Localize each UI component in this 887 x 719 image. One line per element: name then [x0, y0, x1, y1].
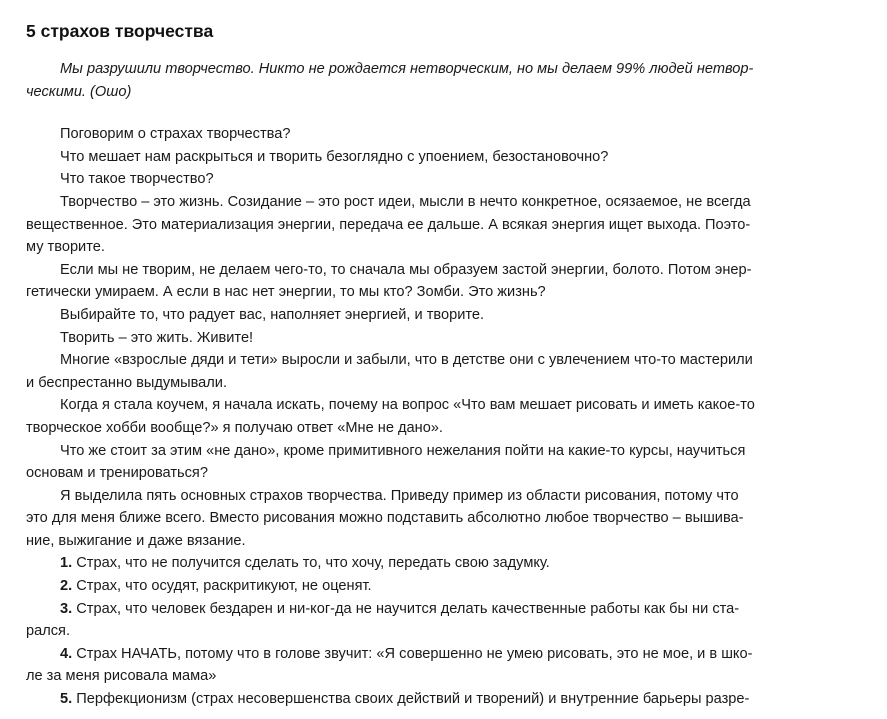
list-item-number: 2. — [60, 578, 73, 595]
paragraph-line: вещественное. Это материализация энергии, передача ее дальше. А всякая энергия ищет выхода. Поэто- — [26, 216, 751, 233]
list-item-line — [26, 575, 826, 598]
list-item-line — [26, 552, 826, 575]
list-item-number: 5. — [60, 691, 73, 708]
article-body — [26, 123, 826, 710]
list-item-line — [26, 598, 826, 621]
list-item — [26, 598, 826, 643]
paragraph-line: и беспрестанно выдумывали. — [26, 374, 228, 391]
paragraph-line: основам и тренироваться? — [26, 465, 208, 482]
paragraph-line: гетически умираем. А если в нас нет энергии, то мы кто? Зомби. Это жизнь? — [26, 284, 546, 301]
paragraph — [26, 259, 826, 304]
paragraph-line: Если мы не творим, не делаем чего-то, то сначала мы образуем застой энергии, болото. Потом энер- — [60, 261, 752, 278]
epigraph-line: Мы разрушили творчество. Никто не рождается нетворческим, но мы делаем 99% людей нетвор- — [60, 61, 754, 77]
paragraph-line: Выбирайте то, что радует вас, наполняет энергией, и творите. — [60, 306, 485, 323]
list-item-line — [26, 643, 826, 666]
fears-list — [26, 552, 826, 710]
paragraph — [26, 349, 826, 394]
list-item-text: Страх, что осудят, раскритикуют, не оценят. — [76, 578, 372, 595]
paragraph-line: Что такое творчество? — [60, 171, 214, 188]
epigraph-quote — [26, 58, 826, 103]
paragraph-line: му творите. — [26, 239, 105, 256]
paragraph-line: творческое хобби вообще?» я получаю ответ «Мне не дано». — [26, 419, 443, 436]
paragraph — [26, 304, 826, 327]
list-item — [26, 688, 826, 711]
list-item-line — [26, 688, 826, 711]
list-item-text: Перфекционизм (страх несовершенства своих действий и творений) и внутренние барьеры разре- — [76, 691, 750, 708]
list-item — [26, 643, 826, 688]
paragraph — [26, 440, 826, 485]
list-item — [26, 552, 826, 575]
list-item-text: Страх, что не получится сделать то, что хочу, передать свою задумку. — [76, 555, 550, 572]
paragraph — [26, 327, 826, 350]
paragraph-line: Когда я стала коучем, я начала искать, почему на вопрос «Что вам мешает рисовать и иметь какое-то — [60, 397, 755, 414]
list-item-number: 4. — [60, 645, 73, 662]
list-item-text: Страх НАЧАТЬ, потому что в голове звучит: «Я совершенно не умею рисовать, это не мое, и в шко- — [76, 645, 753, 662]
list-item-number: 1. — [60, 555, 73, 572]
paragraph-line: Я выделила пять основных страхов творчества. Приведу пример из области рисования, потому что — [60, 487, 739, 504]
paragraph-line: Творчество – это жизнь. Созидание – это рост идеи, мысли в нечто конкретное, осязаемое, не всегда — [60, 193, 751, 210]
paragraph — [26, 123, 826, 146]
article-title: 5 страхов творчества — [26, 21, 214, 41]
paragraph-line: это для меня ближе всего. Вместо рисования можно подставить абсолютно любое творчество – вышива- — [26, 510, 744, 527]
list-item-text: Страх, что человек бездарен и ни-ког-да не научится делать качественные работы как бы ни ста- — [76, 600, 740, 617]
list-item-number: 3. — [60, 600, 73, 617]
paragraph-line: ние, выжигание и даже вязание. — [26, 532, 246, 549]
paragraph — [26, 485, 826, 553]
list-item-line: ле за меня рисовала мама» — [26, 668, 217, 685]
paragraph-line: Поговорим о страхах творчества? — [60, 126, 291, 143]
epigraph-line: ческими. (Ошо) — [26, 83, 132, 100]
paragraph-line: Что же стоит за этим «не дано», кроме примитивного нежелания пойти на какие-то курсы, научиться — [60, 442, 746, 459]
paragraph-line: Что мешает нам раскрыться и творить безоглядно с упоением, безостановочно? — [60, 148, 609, 165]
list-item — [26, 575, 826, 598]
paragraph — [26, 168, 826, 191]
paragraph — [26, 146, 826, 169]
paragraph — [26, 394, 826, 439]
list-item-line: рался. — [26, 623, 71, 640]
paragraph-line: Многие «взрослые дяди и тети» выросли и забыли, что в детстве они с увлечением что-то мастерили — [60, 352, 753, 369]
paragraph — [26, 191, 826, 259]
paragraph-line: Творить – это жить. Живите! — [60, 329, 254, 346]
